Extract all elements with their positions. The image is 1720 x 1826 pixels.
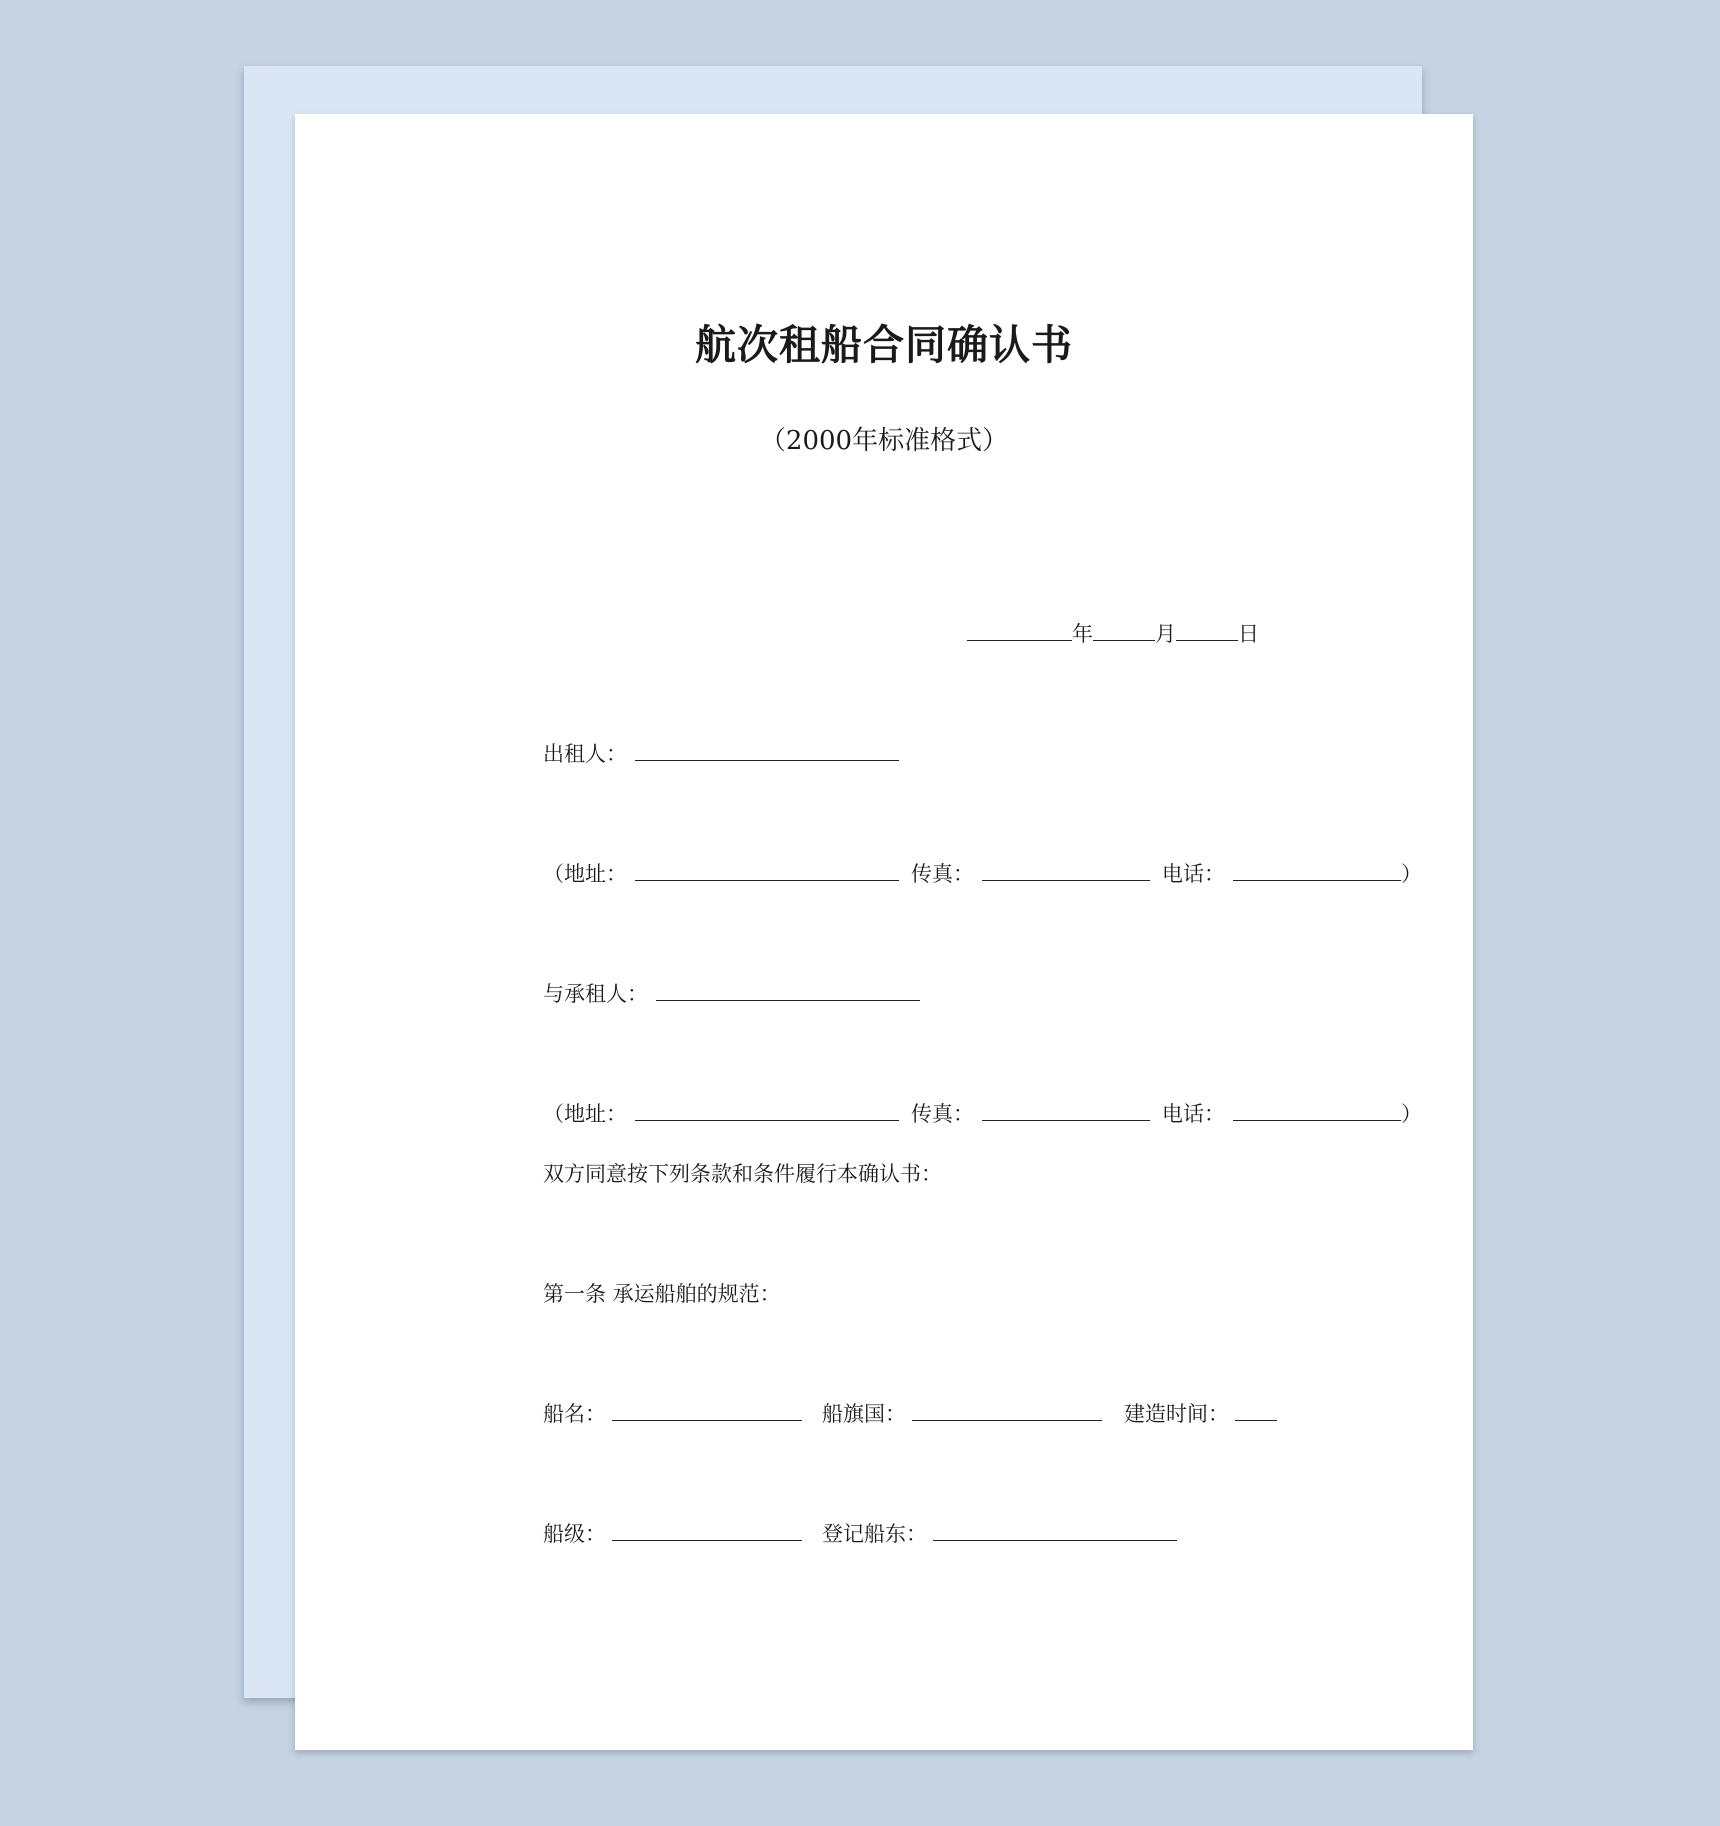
month-label: 月 xyxy=(1155,622,1176,646)
document-page xyxy=(295,114,1473,1750)
ship-name-label: 船名： xyxy=(543,1402,606,1426)
lessee-closing-paren: ） xyxy=(1401,1102,1422,1126)
ship-class-line xyxy=(543,1520,1177,1548)
lessee-label: 与承租人： xyxy=(543,982,648,1006)
article-one-heading: 第一条 承运船舶的规范： xyxy=(543,1282,781,1306)
ship-class-blank[interactable] xyxy=(612,1520,802,1541)
lessor-fax-label: 传真： xyxy=(911,862,974,886)
build-time-blank[interactable] xyxy=(1235,1400,1277,1421)
lessor-blank[interactable] xyxy=(635,740,899,761)
flag-label: 船旗国： xyxy=(822,1402,906,1426)
lessor-closing-paren: ） xyxy=(1401,862,1422,886)
day-label: 日 xyxy=(1238,622,1259,646)
lessee-phone-blank[interactable] xyxy=(1233,1100,1401,1121)
lessee-contact-line xyxy=(543,1100,1422,1128)
lessor-phone-blank[interactable] xyxy=(1233,860,1401,881)
lessor-line xyxy=(543,740,899,768)
lessor-address-blank[interactable] xyxy=(635,860,899,881)
build-time-label: 建造时间： xyxy=(1124,1402,1229,1426)
lessee-fax-blank[interactable] xyxy=(982,1100,1150,1121)
registered-owner-blank[interactable] xyxy=(933,1520,1177,1541)
year-label: 年 xyxy=(1072,622,1093,646)
lessee-line xyxy=(543,980,920,1008)
year-blank[interactable] xyxy=(967,620,1072,641)
agreement-text: 双方同意按下列条款和条件履行本确认书： xyxy=(543,1162,942,1186)
month-blank[interactable] xyxy=(1093,620,1155,641)
lessee-address-label: （地址： xyxy=(543,1102,627,1126)
lessee-fax-label: 传真： xyxy=(911,1102,974,1126)
registered-owner-label: 登记船东： xyxy=(822,1522,927,1546)
lessee-address-blank[interactable] xyxy=(635,1100,899,1121)
document-subtitle: （2000年标准格式） xyxy=(759,426,1009,456)
lessee-phone-label: 电话： xyxy=(1162,1102,1225,1126)
ship-name-blank[interactable] xyxy=(612,1400,802,1421)
lessor-address-label: （地址： xyxy=(543,862,627,886)
lessor-label: 出租人： xyxy=(543,742,627,766)
document-title: 航次租船合同确认书 xyxy=(695,321,1073,369)
ship-class-label: 船级： xyxy=(543,1522,606,1546)
flag-blank[interactable] xyxy=(912,1400,1102,1421)
lessor-phone-label: 电话： xyxy=(1162,862,1225,886)
lessor-fax-blank[interactable] xyxy=(982,860,1150,881)
ship-info-line xyxy=(543,1400,1277,1428)
day-blank[interactable] xyxy=(1176,620,1238,641)
date-line xyxy=(967,620,1259,648)
lessee-blank[interactable] xyxy=(656,980,920,1001)
lessor-contact-line xyxy=(543,860,1422,888)
